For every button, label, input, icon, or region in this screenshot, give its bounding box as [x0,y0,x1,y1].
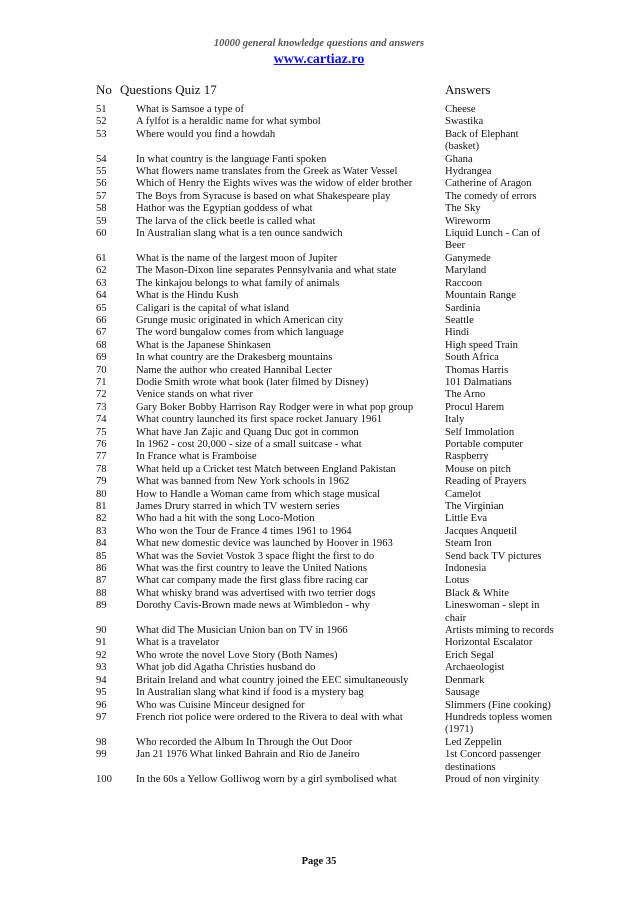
question-text: The larva of the click beetle is called what [136,215,316,227]
answer-text: Little Eva [445,513,488,525]
question-number: 85 [96,550,107,562]
question-row [0,178,638,190]
question-text: Gary Boker Bobby Harrison Ray Rodger were in what pop group [136,401,414,413]
question-text: Venice stands on what river [136,389,254,401]
answer-text: South Africa [445,352,499,364]
question-row [0,451,638,463]
header-link[interactable]: www.cartiaz.ro [273,52,365,67]
question-row [0,327,638,339]
question-row [0,265,638,277]
question-text: What country launched its first space rocket January 1961 [136,414,382,426]
question-row [0,526,638,538]
answer-text: Erich Segal [445,649,495,661]
question-number: 69 [96,352,107,364]
question-number: 88 [96,587,107,599]
answer-text: The Arno [445,389,486,401]
question-row [0,228,638,253]
question-text: What is the Japanese Shinkasen [136,339,271,351]
question-text: In France what is Framboise [136,451,257,463]
question-number: 73 [96,401,107,413]
question-row [0,575,638,587]
question-row [0,154,638,166]
question-row [0,588,638,600]
question-number: 92 [96,649,107,661]
question-row [0,303,638,315]
question-number: 90 [96,625,107,637]
question-text: James Drury starred in which TV western series [136,501,340,512]
page-number: Page 35 [301,856,337,867]
question-number: 80 [96,488,107,500]
answer-text: Ganymede [445,252,491,264]
question-number: 87 [96,575,107,587]
question-number: 77 [96,451,107,463]
answer-text: Hundreds topless women (1971) [445,711,553,736]
answer-text: Sausage [445,687,480,699]
question-row [0,377,638,389]
question-number: 65 [96,302,107,314]
question-text: French riot police were ordered to the Rivera to deal with what [136,711,403,723]
answer-text: Cheese [445,104,476,115]
answer-text: Raspberry [445,451,489,463]
question-row [0,600,638,625]
question-text: What is a travelator [136,637,220,649]
question-row [0,675,638,687]
question-number: 89 [96,600,107,612]
question-row [0,476,638,488]
answer-text: Hindi [445,327,470,339]
question-row [0,278,638,290]
answer-text: Self Immolation [445,426,515,438]
question-text: What is Samsoe a type of [136,104,244,115]
column-header-answers: Answers [445,82,491,97]
question-row [0,389,638,401]
answer-text: Seattle [445,314,474,326]
answer-text: Led Zeppelin [445,736,502,748]
question-number: 60 [96,228,107,240]
question-number: 59 [96,215,107,227]
question-row [0,513,638,525]
question-number: 71 [96,376,107,388]
answer-text: Liquid Lunch - Can of Beer [445,228,541,252]
question-text: Who won the Tour de France 4 times 1961 to 1964 [136,525,352,537]
question-number: 81 [96,501,107,512]
question-row [0,166,638,178]
answer-text: Black & White [445,587,509,599]
question-text: Caligari is the capital of what island [136,302,289,314]
question-row [0,662,638,674]
question-number: 86 [96,563,107,575]
question-row [0,352,638,364]
answer-text: Horizontal Escalator [445,637,533,649]
question-number: 76 [96,438,107,450]
question-row [0,253,638,265]
answer-text: Archaeologist [445,662,505,674]
answer-text: Lineswoman - slept in chair [445,600,540,624]
answer-text: Proud of non virginity [445,773,540,785]
question-number: 57 [96,190,107,202]
question-number: 96 [96,699,107,711]
answer-text: The Virginian [445,501,504,512]
answer-text: Mountain Range [445,290,516,302]
question-number: 75 [96,426,107,438]
answer-text: Denmark [445,674,485,686]
question-number: 62 [96,265,107,277]
question-text: What is the name of the largest moon of Jupiter [136,252,338,264]
question-number: 74 [96,414,107,426]
question-text: In Australian slang what kind if food is a mystery bag [136,687,364,699]
question-row [0,290,638,302]
question-number: 100 [96,773,112,785]
question-text: How to Handle a Woman came from which stage musical [136,488,381,500]
question-number: 97 [96,711,107,723]
question-number: 63 [96,277,107,289]
question-row [0,625,638,637]
question-text: In Australian slang what is a ten ounce sandwich [136,228,343,240]
question-text: In what country are the Drakesberg mountains [136,352,333,364]
answer-text: 1st Concord passenger destinations [445,749,541,773]
question-row [0,464,638,476]
answer-text: Back of Elephant (basket) [445,128,519,153]
question-number: 70 [96,364,107,376]
question-row [0,427,638,439]
question-row [0,687,638,699]
answer-text: Portable computer [445,438,523,450]
question-text: The word bungalow comes from which language [136,327,344,339]
question-row [0,563,638,575]
question-text: What was the first country to leave the United Nations [136,563,367,575]
answer-text: Procul Harem [445,401,505,413]
question-text: What job did Agatha Christies husband do [136,662,316,674]
answer-text: Artists miming to records [445,625,554,637]
question-number: 52 [96,116,107,128]
question-row [0,538,638,550]
question-number: 78 [96,463,107,475]
question-text: Grunge music originated in which American city [136,314,344,326]
answer-text: Italy [445,414,465,426]
question-row [0,749,638,774]
question-row [0,414,638,426]
answer-text: Catherine of Aragon [445,178,532,190]
header-subtitle: 10000 general knowledge questions and answers [213,38,425,49]
question-number: 84 [96,538,107,550]
question-text: What flowers name translates from the Greek as Water Vessel [136,166,398,178]
answer-text: Indonesia [445,563,487,575]
question-text: In 1962 - cost 20,000 - size of a small suitcase - what [136,438,362,450]
question-text: What was the Soviet Vostok 3 space flight the first to do [136,550,375,562]
question-text: Who wrote the novel Love Story (Both Names) [136,649,338,661]
answer-text: Swastika [445,116,484,128]
question-text: Where would you find a howdah [136,128,276,140]
question-text: The Boys from Syracuse is based on what Shakespeare play [136,190,391,202]
answer-text: Steam Iron [445,538,492,550]
question-row [0,637,638,649]
question-number: 68 [96,339,107,351]
question-number: 55 [96,166,107,178]
question-text: The Mason-Dixon line separates Pennsylvania and what state [136,265,397,277]
question-row [0,737,638,749]
question-row [0,700,638,712]
question-number: 72 [96,389,107,401]
question-number: 67 [96,327,107,339]
answer-text: Hydrangea [445,166,492,178]
question-text: Who had a hit with the song Loco-Motion [136,513,315,525]
answer-text: Maryland [445,265,487,277]
question-row [0,191,638,203]
question-text: What new domestic device was launched by Hoover in 1963 [136,538,393,550]
question-row [0,203,638,215]
answer-text: Ghana [445,153,473,165]
question-number: 51 [96,104,107,115]
question-number: 53 [96,128,107,140]
question-text: In what country is the language Fanti spoken [136,153,327,165]
question-text: Dorothy Cavis-Brown made news at Wimbledon - why [136,600,370,612]
question-text: In the 60s a Yellow Golliwog worn by a girl symbolised what [136,773,397,785]
question-text: Hathor was the Egyptian goddess of what [136,203,313,215]
question-row [0,551,638,563]
question-text: Britain Ireland and what country joined the EEC simultaneously [136,674,409,686]
question-row [0,489,638,501]
question-text: What is the Hindu Kush [136,290,239,302]
answer-text: Jacques Anquetil [445,525,518,537]
question-text: Which of Henry the Eights wives was the widow of elder brother [136,178,413,190]
question-text: Dodie Smith wrote what book (later filmed by Disney) [136,376,369,388]
question-row [0,216,638,228]
question-row [0,365,638,377]
column-header-no: No [96,82,112,97]
question-text: What held up a Cricket test Match between England Pakistan [136,463,396,475]
question-row [0,104,638,116]
question-number: 94 [96,674,107,686]
question-text: Name the author who created Hannibal Lecter [136,364,332,376]
answer-text: Send back TV pictures [445,550,542,562]
answer-text: Raccoon [445,277,483,289]
question-text: Jan 21 1976 What linked Bahrain and Rio de Janeiro [136,749,360,761]
answer-text: Slimmers (Fine cooking) [445,699,551,711]
question-row [0,650,638,662]
answer-text: Thomas Harris [445,364,509,376]
question-row [0,116,638,128]
question-row [0,501,638,513]
question-text: What whisky brand was advertised with two terrier dogs [136,587,376,599]
question-number: 58 [96,203,107,215]
answer-text: High speed Train [445,339,518,351]
answer-text: Camelot [445,488,481,500]
question-row [0,129,638,154]
question-number: 91 [96,637,107,649]
question-number: 95 [96,687,107,699]
question-number: 83 [96,525,107,537]
question-number: 64 [96,290,107,302]
question-text: What have Jan Zajic and Quang Duc got in common [136,426,359,438]
question-number: 54 [96,153,107,165]
question-number: 66 [96,314,107,326]
question-number: 61 [96,252,107,264]
question-number: 98 [96,736,107,748]
question-text: What did The Musician Union ban on TV in 1966 [136,625,348,637]
question-number: 82 [96,513,107,525]
question-row [0,315,638,327]
question-number: 79 [96,476,107,488]
answer-text: The Sky [445,203,481,215]
answer-text: Reading of Prayers [445,476,527,488]
question-text: Who recorded the Album In Through the Out Door [136,736,353,748]
question-row [0,439,638,451]
question-row [0,340,638,352]
answer-text: 101 Dalmatians [445,376,512,388]
question-text: What was banned from New York schools in 1962 [136,476,350,488]
question-row [0,402,638,414]
answer-text: Wireworm [445,215,491,227]
question-row [0,712,638,737]
question-row [0,774,638,786]
answer-text: The comedy of errors [445,190,537,202]
question-list [0,104,638,786]
question-text: What car company made the first glass fibre racing car [136,575,369,587]
column-header-questions: Questions Quiz 17 [120,82,217,97]
question-text: Who was Cuisine Minceur designed for [136,699,305,711]
question-number: 56 [96,178,107,190]
answer-text: Sardinia [445,302,481,314]
answer-text: Mouse on pitch [445,463,511,475]
question-number: 93 [96,662,107,674]
answer-text: Lotus [445,575,470,587]
question-text: The kinkajou belongs to what family of animals [136,277,340,289]
question-number: 99 [96,749,107,761]
question-text: A fylfot is a heraldic name for what symbol [136,116,321,128]
